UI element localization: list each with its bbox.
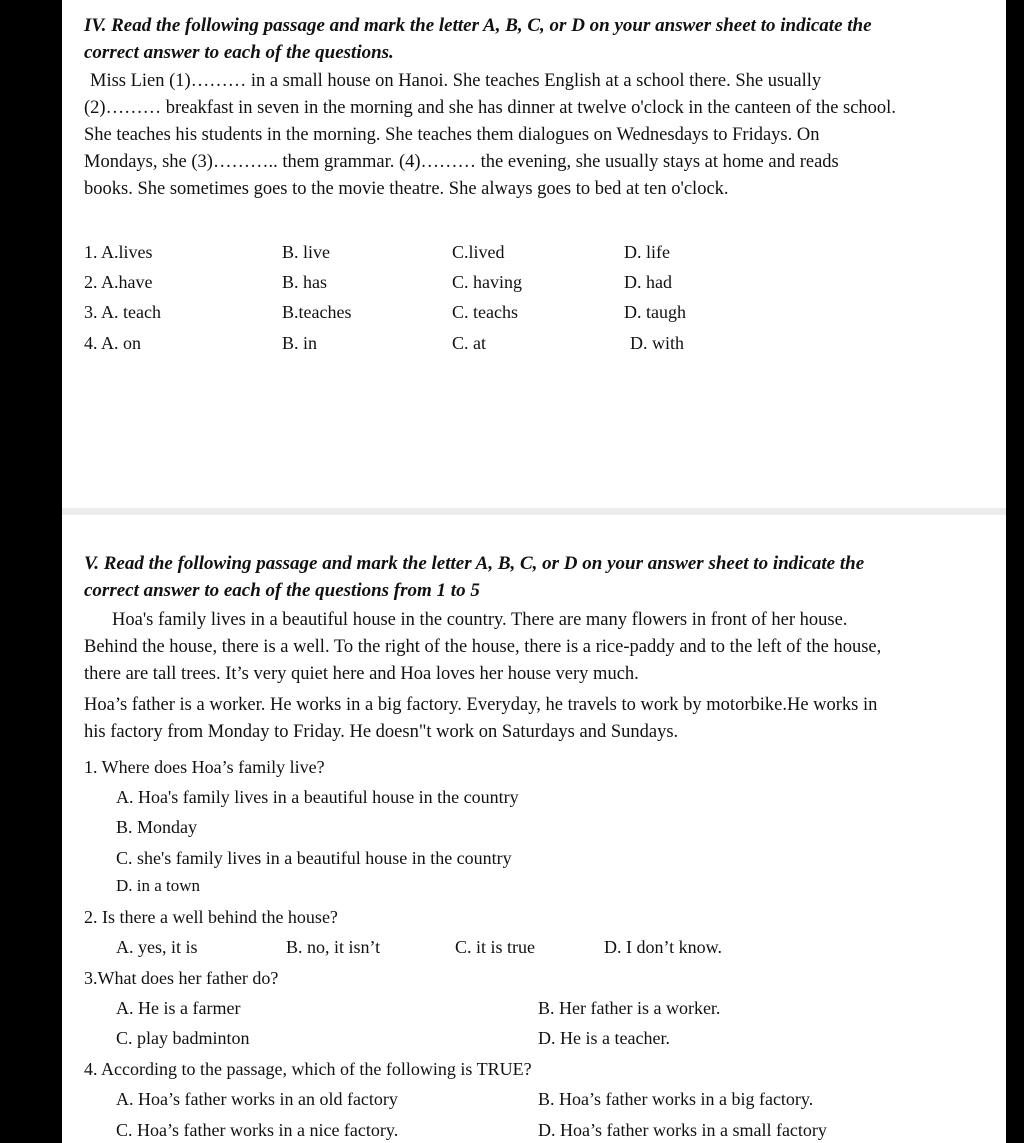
section-v-heading [84,550,984,604]
page-divider [62,508,1006,515]
option-1c: C.lived [452,242,505,262]
question-1: 1. Where does Hoa’s family live? [84,757,325,777]
passage-line: his factory from Monday to Friday. He doesn"t work on Saturdays and Sundays. [84,722,679,742]
question-2: 2. Is there a well behind the house? [84,907,338,927]
q2-option-c: C. it is true [455,937,535,957]
q4-option-d: D. Hoa’s father works in a small factory [538,1120,827,1140]
option-4a: 4. A. on [84,333,142,353]
option-2c: C. having [452,272,522,292]
q4-option-b: B. Hoa’s father works in a big factory. [538,1089,814,1109]
section-v-heading-line2: correct answer to each of the questions from 1 to 5 [84,580,480,601]
passage-line: Behind the house, there is a well. To the right of the house, there is a rice-paddy and to the left of the house, [84,637,882,657]
option-2a: 2. A.have [84,272,153,292]
passage-line: Hoa’s father is a worker. He works in a big factory. Everyday, he travels to work by motorbike.He works in [84,695,878,715]
section-v-heading-line1: V. Read the following passage and mark the letter A, B, C, or D on your answer sheet to indicate the [84,553,865,574]
worksheet-page [62,0,1006,1143]
q3-option-a: A. He is a farmer [116,998,241,1018]
q1-option-c: C. she's family lives in a beautiful house in the country [116,848,512,868]
passage-line: Miss Lien (1)……… in a small house on Hanoi. She teaches English at a school there. She usually [90,71,822,91]
section-iv-heading-line1: IV. Read the following passage and mark the letter A, B, C, or D on your answer sheet to indicate the [84,15,872,36]
option-2d: D. had [624,272,672,292]
option-3a: 3. A. teach [84,302,161,322]
option-1a: 1. A.lives [84,242,153,262]
q2-option-b: B. no, it isn’t [286,937,381,957]
passage-line: She teaches his students in the morning. She teaches them dialogues on Wednesdays to Fridays. On [84,125,820,145]
question-3: 3.What does her father do? [84,968,279,988]
section-iv-heading-line2: correct answer to each of the questions. [84,42,394,63]
section-iv-passage [84,68,984,203]
q1-option-a: A. Hoa's family lives in a beautiful house in the country [116,787,519,807]
option-4c: C. at [452,333,486,353]
option-3c: C. teachs [452,302,518,322]
q4-option-a: A. Hoa’s father works in an old factory [116,1089,398,1109]
q2-option-d: D. I don’t know. [604,937,722,957]
passage-line: Hoa's family lives in a beautiful house in the country. There are many flowers in front of her house. [112,610,848,630]
option-4b: B. in [282,333,318,353]
q3-option-c: C. play badminton [116,1028,250,1048]
option-4d: D. with [630,333,684,353]
passage-line: books. She sometimes goes to the movie theatre. She always goes to bed at ten o'clock. [84,179,729,199]
q3-option-d: D. He is a teacher. [538,1028,670,1048]
q3-option-b: B. Her father is a worker. [538,998,721,1018]
q4-option-c: C. Hoa’s father works in a nice factory. [116,1120,399,1140]
passage-line: there are tall trees. It’s very quiet here and Hoa loves her house very much. [84,664,639,684]
option-3b: B.teaches [282,302,352,322]
option-1b: B. live [282,242,330,262]
section-v-passage [84,607,984,746]
section-iv-heading [84,12,984,66]
q2-option-a: A. yes, it is [116,937,198,957]
q1-option-d: D. in a town [116,876,201,892]
option-2b: B. has [282,272,327,292]
passage-line: (2)……… breakfast in seven in the morning and she has dinner at twelve o'clock in the canteen of the school. [84,98,896,118]
option-3d: D. taugh [624,302,686,322]
q1-option-b: B. Monday [116,817,197,837]
section-iv [62,0,1006,508]
passage-line: Mondays, she (3)……….. them grammar. (4)……… the evening, she usually stays at home and reads [84,152,839,172]
question-4: 4. According to the passage, which of the following is TRUE? [84,1059,532,1079]
option-1d: D. life [624,242,670,262]
section-v [62,515,1006,1143]
